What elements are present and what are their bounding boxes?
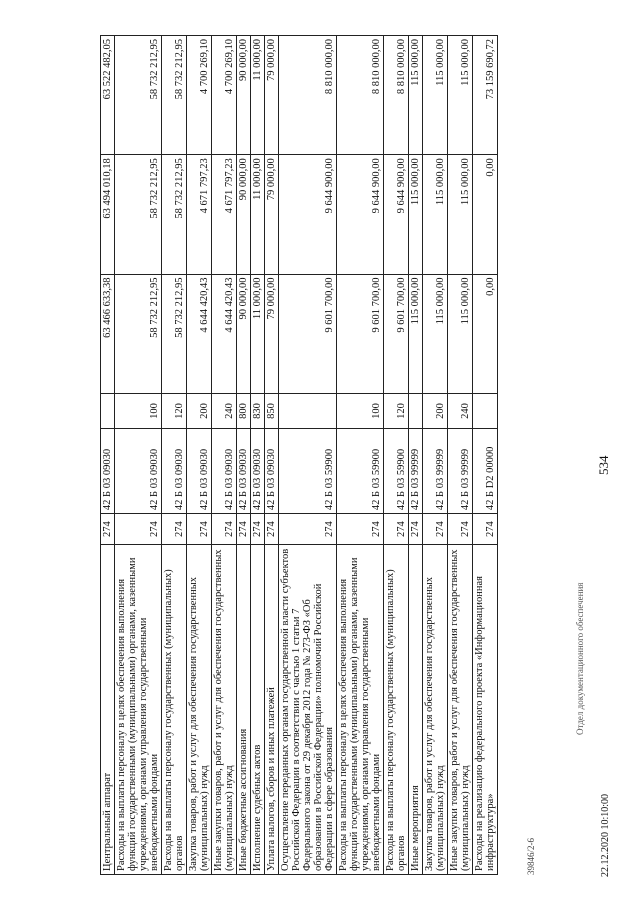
amount-2023-cell: 115 000,00: [409, 36, 423, 155]
expense-type-cell: 100: [337, 393, 384, 428]
table-row: [279, 36, 337, 875]
table-row: [187, 36, 212, 875]
amount-2021-cell: 9 601 700,00: [279, 274, 337, 393]
expense-type-cell: 100: [115, 393, 162, 428]
amount-2021-cell: 90 000,00: [237, 274, 251, 393]
amount-2023-cell: 8 810 000,00: [384, 36, 409, 155]
admin-code-cell: 274: [423, 514, 448, 545]
expense-type-cell: 830: [251, 393, 265, 428]
amount-2021-cell: 58 732 212,95: [162, 274, 187, 393]
target-article-cell: 42 Б 03 99999: [423, 429, 448, 514]
target-article-cell: 42 Б 03 09030: [101, 429, 115, 514]
admin-code-cell: 274: [473, 514, 498, 545]
row-name-cell: Расходы на выплаты персоналу в целях обеспечения выполнения функций государственными (муниципальными) органами, казенными учреждениями, органами управления государственными внебюджетными фондами: [115, 545, 162, 875]
target-article-cell: 42 Б D2 00000: [473, 429, 498, 514]
amount-2022-cell: 79 000,00: [265, 155, 279, 274]
table-row: [251, 36, 265, 875]
target-article-cell: 42 Б 03 09030: [237, 429, 251, 514]
row-name-cell: Уплата налогов, сборов и иных платежей: [265, 545, 279, 875]
amount-2021-cell: 115 000,00: [448, 274, 473, 393]
amount-2021-cell: 11 000,00: [251, 274, 265, 393]
amount-2023-cell: 73 159 690,72: [473, 36, 498, 155]
target-article-cell: 42 Б 03 99999: [448, 429, 473, 514]
table-body: [101, 36, 498, 875]
row-name-cell: Иные мероприятия: [409, 545, 423, 875]
table-row: [448, 36, 473, 875]
expense-type-cell: 200: [423, 393, 448, 428]
expense-type-cell: [279, 393, 337, 428]
admin-code-cell: 274: [265, 514, 279, 545]
expense-type-cell: [473, 393, 498, 428]
row-name-cell: Осуществление переданных органам государственной власти субъектов Российской Федерации в соответствии с частью 1 статьи 7 Федерального закона от 29 декабря 2012 года № 273-ФЗ «Об образовании в Российской Федерации» полномочий Российской Федерации в сфере образования: [279, 545, 337, 875]
amount-2021-cell: 115 000,00: [409, 274, 423, 393]
amount-2021-cell: 0,00: [473, 274, 498, 393]
amount-2022-cell: 9 644 900,00: [337, 155, 384, 274]
row-name-cell: Закупка товаров, работ и услуг для обеспечения государственных (муниципальных) нужд: [187, 545, 212, 875]
row-name-cell: Иные закупки товаров, работ и услуг для обеспечения государственных (муниципальных) нужд: [212, 545, 237, 875]
admin-code-cell: 274: [115, 514, 162, 545]
page-number: 534: [596, 455, 611, 475]
amount-2022-cell: 63 494 010,18: [101, 155, 115, 274]
target-article-cell: 42 Б 03 09030: [212, 429, 237, 514]
amount-2021-cell: 9 601 700,00: [337, 274, 384, 393]
amount-2023-cell: 8 810 000,00: [279, 36, 337, 155]
admin-code-cell: 274: [212, 514, 237, 545]
table-row: [162, 36, 187, 875]
target-article-cell: 42 Б 03 09030: [115, 429, 162, 514]
amount-2022-cell: 58 732 212,95: [162, 155, 187, 274]
target-article-cell: 42 Б 03 59900: [337, 429, 384, 514]
table-row: [115, 36, 162, 875]
target-article-cell: 42 Б 03 09030: [265, 429, 279, 514]
amount-2021-cell: 115 000,00: [423, 274, 448, 393]
amount-2022-cell: 115 000,00: [448, 155, 473, 274]
target-article-cell: 42 Б 03 09030: [251, 429, 265, 514]
row-name-cell: Расходы на выплаты персоналу в целях обеспечения выполнения функций государственными (муниципальными) органами, казенными учреждениями, органами управления государственными внебюджетными фондами: [337, 545, 384, 875]
admin-code-cell: 274: [448, 514, 473, 545]
expense-type-cell: 120: [162, 393, 187, 428]
amount-2022-cell: 11 000,00: [251, 155, 265, 274]
admin-code-cell: 274: [409, 514, 423, 545]
admin-code-cell: 274: [162, 514, 187, 545]
amount-2022-cell: 4 671 797,23: [212, 155, 237, 274]
table-row: [212, 36, 237, 875]
row-name-cell: Расходы на выплаты персоналу государственных (муниципальных) органов: [384, 545, 409, 875]
amount-2023-cell: 90 000,00: [237, 36, 251, 155]
admin-code-cell: 274: [187, 514, 212, 545]
amount-2023-cell: 8 810 000,00: [337, 36, 384, 155]
amount-2021-cell: 79 000,00: [265, 274, 279, 393]
expense-type-cell: 120: [384, 393, 409, 428]
admin-code-cell: 274: [251, 514, 265, 545]
amount-2023-cell: 4 700 269,10: [212, 36, 237, 155]
amount-2022-cell: 4 671 797,23: [187, 155, 212, 274]
expense-type-cell: [409, 393, 423, 428]
expense-type-cell: 240: [448, 393, 473, 428]
row-name-cell: Расходы на реализацию федерального проекта «Информационная инфраструктура»: [473, 545, 498, 875]
admin-code-cell: 274: [384, 514, 409, 545]
amount-2023-cell: 115 000,00: [423, 36, 448, 155]
amount-2021-cell: 58 732 212,95: [115, 274, 162, 393]
amount-2021-cell: 63 466 633,38: [101, 274, 115, 393]
amount-2023-cell: 11 000,00: [251, 36, 265, 155]
table-row: [409, 36, 423, 875]
table-row: [423, 36, 448, 875]
table-row: [473, 36, 498, 875]
amount-2022-cell: 9 644 900,00: [384, 155, 409, 274]
row-name-cell: Центральный аппарат: [101, 545, 115, 875]
budget-table: [100, 35, 498, 875]
amount-2022-cell: 58 732 212,95: [115, 155, 162, 274]
amount-2022-cell: 0,00: [473, 155, 498, 274]
amount-2022-cell: 9 644 900,00: [279, 155, 337, 274]
amount-2021-cell: 9 601 700,00: [384, 274, 409, 393]
row-name-cell: Расходы на выплаты персоналу государственных (муниципальных) органов: [162, 545, 187, 875]
amount-2023-cell: 4 700 269,10: [187, 36, 212, 155]
amount-2022-cell: 115 000,00: [409, 155, 423, 274]
table-row: [237, 36, 251, 875]
amount-2023-cell: 58 732 212,95: [162, 36, 187, 155]
department-stamp: Отдел документационного обеспечения: [575, 582, 585, 735]
table-row: [384, 36, 409, 875]
footer-code: 39846/2-6: [526, 838, 536, 875]
target-article-cell: 42 Б 03 59900: [384, 429, 409, 514]
amount-2023-cell: 79 000,00: [265, 36, 279, 155]
row-name-cell: Иные закупки товаров, работ и услуг для обеспечения государственных (муниципальных) нужд: [448, 545, 473, 875]
admin-code-cell: 274: [237, 514, 251, 545]
row-name-cell: Исполнение судебных актов: [251, 545, 265, 875]
target-article-cell: 42 Б 03 09030: [187, 429, 212, 514]
target-article-cell: 42 Б 03 59900: [279, 429, 337, 514]
amount-2021-cell: 4 644 420,43: [187, 274, 212, 393]
amount-2022-cell: 115 000,00: [423, 155, 448, 274]
expense-type-cell: 200: [187, 393, 212, 428]
amount-2023-cell: 58 732 212,95: [115, 36, 162, 155]
target-article-cell: 42 Б 03 09030: [162, 429, 187, 514]
admin-code-cell: 274: [337, 514, 384, 545]
expense-type-cell: 800: [237, 393, 251, 428]
amount-2021-cell: 4 644 420,43: [212, 274, 237, 393]
row-name-cell: Иные бюджетные ассигнования: [237, 545, 251, 875]
footer-date: 22.12.2020 10:10:00: [600, 793, 611, 877]
table-row: [101, 36, 115, 875]
expense-type-cell: [101, 393, 115, 428]
table-row: [337, 36, 384, 875]
target-article-cell: 42 Б 03 99999: [409, 429, 423, 514]
expense-type-cell: 850: [265, 393, 279, 428]
admin-code-cell: 274: [101, 514, 115, 545]
amount-2023-cell: 115 000,00: [448, 36, 473, 155]
amount-2022-cell: 90 000,00: [237, 155, 251, 274]
table-row: [265, 36, 279, 875]
amount-2023-cell: 63 522 482,05: [101, 36, 115, 155]
admin-code-cell: 274: [279, 514, 337, 545]
row-name-cell: Закупка товаров, работ и услуг для обеспечения государственных (муниципальных) нужд: [423, 545, 448, 875]
expense-type-cell: 240: [212, 393, 237, 428]
